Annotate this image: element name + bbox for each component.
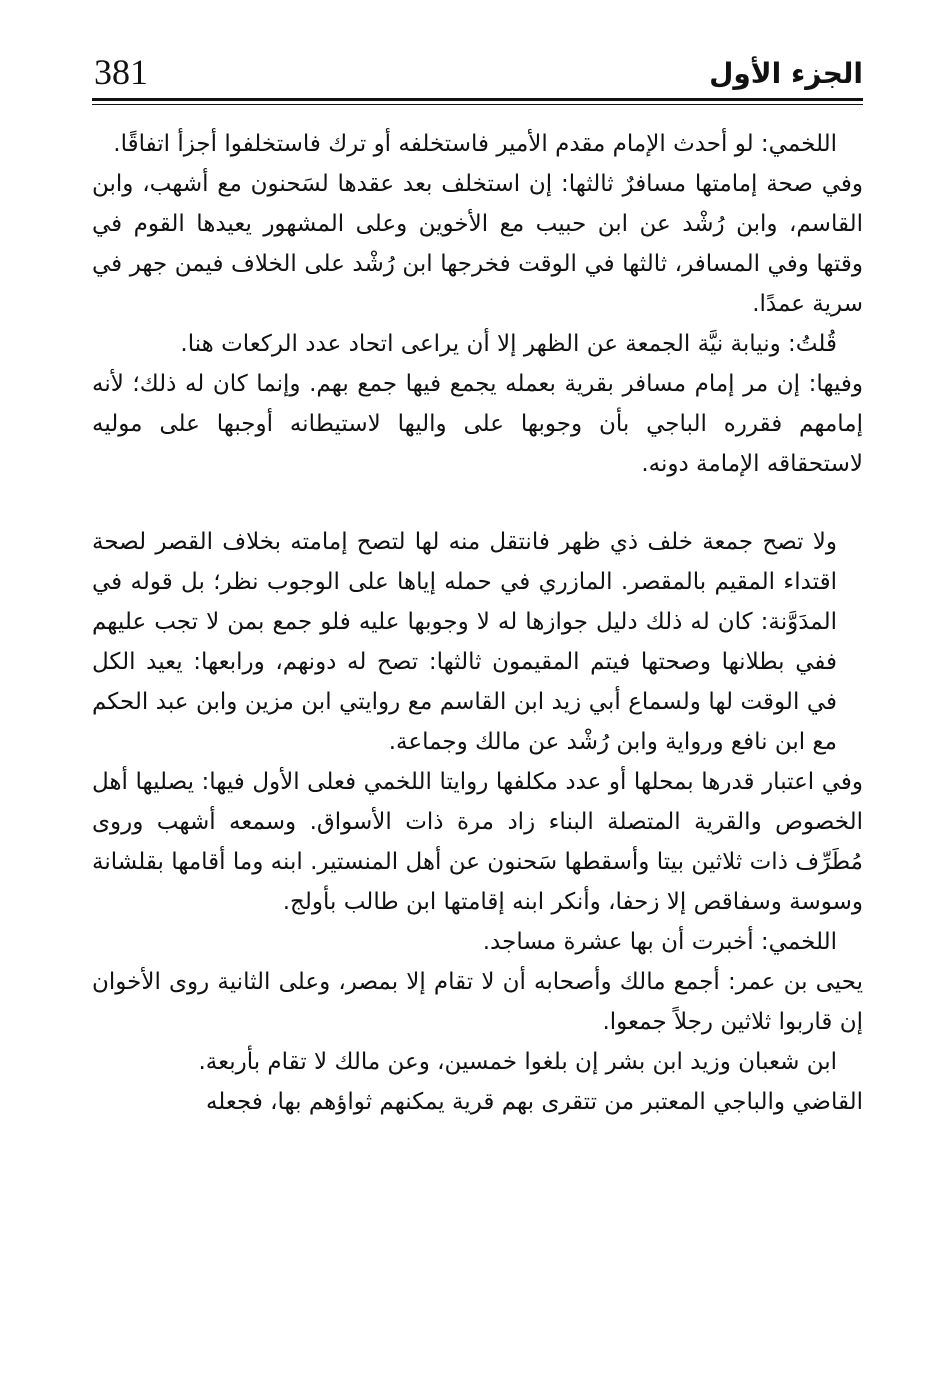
paragraph: اللخمي: لو أحدث الإمام مقدم الأمير فاستخلفه أو ترك فاستخلفوا أجزأ اتفاقًا. (113, 131, 837, 157)
paragraph: قُلتُ: ونيابة نيَّة الجمعة عن الظهر إلا أن يراعى اتحاد عدد الركعات هنا. (180, 331, 837, 357)
page-header (88, 48, 863, 100)
paragraph: وفي صحة إمامتها مسافرٌ ثالثها: إن استخلف بعد عقدها لسَحنون مع أشهب، وابن القاسم، وابن رُشْد عن ابن حبيب مع الأخوين وعلى المشهور يعيدها القوم في وقتها وفي المسافر، ثالثها في الوقت فخرجها ابن رُشْد على الخلاف فيمن جهر في سرية عمدًا. (92, 171, 863, 317)
header-rule (92, 98, 863, 101)
header-rule-thin (92, 104, 863, 105)
section-gap (92, 484, 863, 522)
page-number: 381 (94, 52, 148, 92)
paragraph: اللخمي: أخبرت أن بها عشرة مساجد. (482, 929, 837, 955)
paragraph: وفي اعتبار قدرها بمحلها أو عدد مكلفها روايتا اللخمي فعلى الأول فيها: يصليها أهل الخصوص والقرية المتصلة البناء زاد مرة ذات الأسواق. وسمعه أشهب وروى مُطَرِّف ذات ثلاثين بيتا وأسقطها سَحنون عن أهل المنستير. ابنه وما أقامها بقلشانة وسوسة وسفاقص إلا زحفا، وأنكر ابنه إقامتها ابن طالب بأولج. (92, 769, 863, 915)
paragraph: يحيى بن عمر: أجمع مالك وأصحابه أن لا تقام إلا بمصر، وعلى الثانية روى الأخوان إن قاربوا ثلاثين رجلاً جمعوا. (92, 969, 863, 1035)
paragraph: ابن شعبان وزيد ابن بشر إن بلغوا خمسين، وعن مالك لا تقام بأربعة. (198, 1049, 837, 1075)
paragraph: وفيها: إن مر إمام مسافر بقرية بعمله يجمع فيها جمع بهم. وإنما كان له ذلك؛ لأنه إمامهم فقرره الباجي بأن وجوبها على واليها لاستيطانه أوجبها على موليه لاستحقاقه الإمامة دونه. (92, 371, 863, 477)
paragraph: ولا تصح جمعة خلف ذي ظهر فانتقل منه لها لتصح إمامته بخلاف القصر لصحة اقتداء المقيم بالمقصر. المازري في حمله إياها على الوجوب نظر؛ بل قوله في المدَوَّنة: كان له ذلك دليل جوازها له لا وجوبها عليه فلو جمع بمن لا تجب عليهم ففي بطلانها وصحتها فيتم المقيمون ثالثها: تصح له دونهم، ورابعها: يعيد الكل في الوقت لها ولسماع أبي زيد ابن القاسم مع روايتي ابن مزين وابن عبد الحكم مع ابن نافع ورواية وابن رُشْد عن مالك وجماعة. (92, 529, 837, 755)
body-text (92, 124, 863, 1122)
running-title: الجزء الأول (709, 57, 863, 90)
paragraph: القاضي والباجي المعتبر من تتقرى بهم قرية يمكنهم ثواؤهم بها، فجعله (205, 1089, 863, 1115)
